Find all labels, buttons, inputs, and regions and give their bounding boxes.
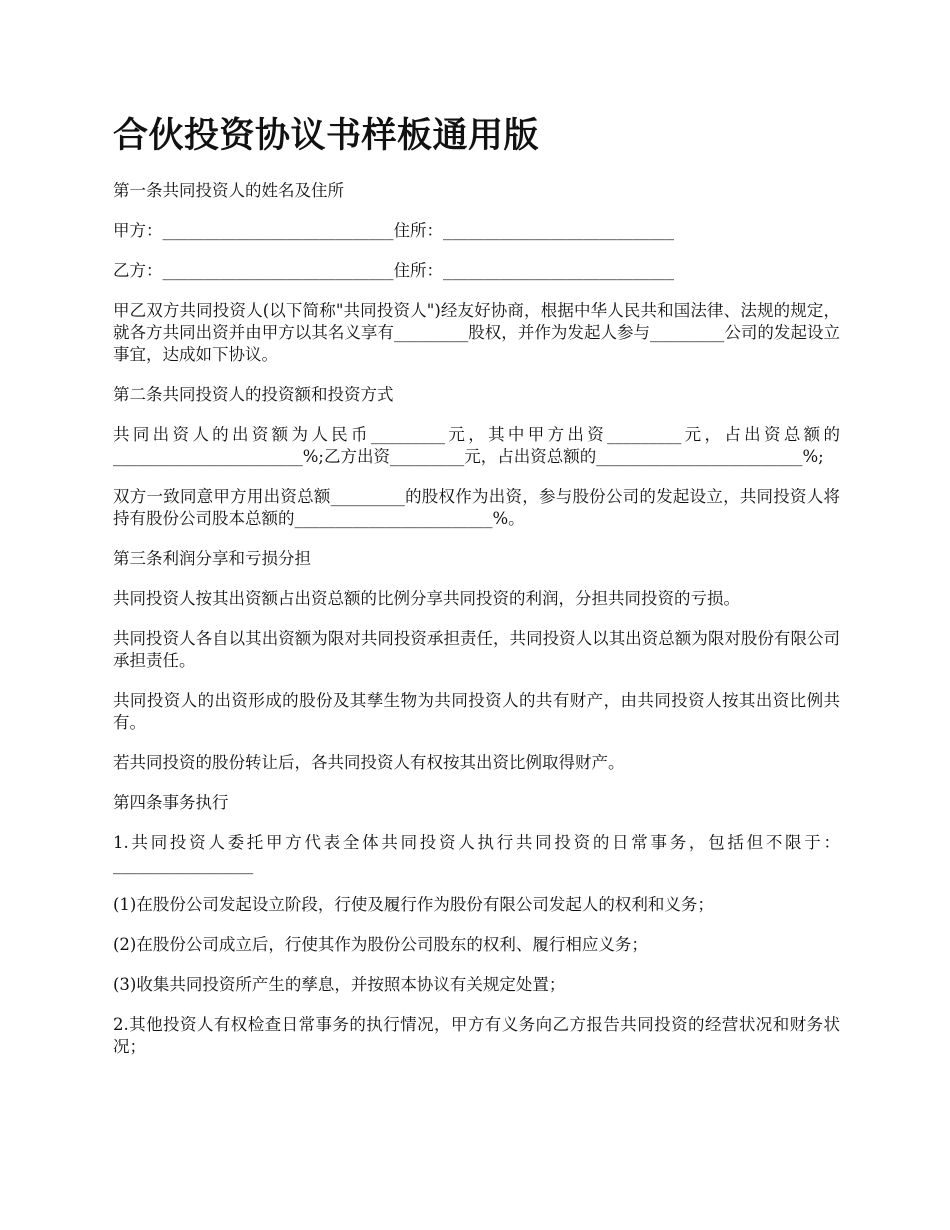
clause-1-item-2: (2)在股份公司成立后，行使其作为股份公司股东的权利、履行相应义务；	[113, 935, 648, 954]
section-heading-3: 第三条利润分享和亏损分担	[113, 549, 311, 568]
profit-paragraph: 共同投资人按其出资额占出资总额的比例分享共同投资的利润，分担共同投资的亏损。	[113, 589, 740, 608]
party-a-line: 甲方：____________________________住所：____________________________	[113, 221, 674, 240]
clause-1: 1.共同投资人委托甲方代表全体共同投资人执行共同投资的日常事务，包括但不限于：_________________	[113, 833, 840, 874]
section-heading-4: 第四条事务执行	[113, 793, 229, 812]
equity-paragraph: 双方一致同意甲方用出资总额_________的股权作为出资，参与股份公司的发起设立，共同投资人将持有股份公司股本总额的________________________%。	[113, 487, 840, 528]
liability-paragraph: 共同投资人各自以其出资额为限对共同投资承担责任，共同投资人以其出资总额为限对股份有限公司承担责任。	[113, 629, 840, 670]
preamble-paragraph: 甲乙双方共同投资人(以下简称"共同投资人")经友好协商，根据中华人民共和国法律、法规的规定，就各方共同出资并由甲方以其名义享有_________股权，并作为发起人参与_________公司的发起设立事宜，达成如下协议。	[113, 301, 840, 364]
contribution-paragraph: 共同出资人的出资额为人民币_________元，其中甲方出资_________元，占出资总额的_______________________%;乙方出资_________元，占出资总额的_________________________%;	[113, 425, 840, 466]
clause-1-item-3: (3)收集共同投资所产生的孳息，并按照本协议有关规定处置；	[113, 975, 566, 994]
document-title: 合伙投资协议书样板通用版	[113, 116, 540, 156]
clause-2: 2.其他投资人有权检查日常事务的执行情况，甲方有义务向乙方报告共同投资的经营状况和财务状况；	[113, 1015, 840, 1056]
joint-property-paragraph: 共同投资人的出资形成的股份及其孳生物为共同投资人的共有财产，由共同投资人按其出资比例共有。	[113, 691, 840, 732]
section-heading-2: 第二条共同投资人的投资额和投资方式	[113, 385, 394, 404]
clause-1-item-1: (1)在股份公司发起设立阶段，行使及履行作为股份有限公司发起人的权利和义务；	[113, 895, 714, 914]
party-b-line: 乙方：____________________________住所：____________________________	[113, 261, 674, 280]
section-heading-1: 第一条共同投资人的姓名及住所	[113, 181, 344, 200]
transfer-paragraph: 若共同投资的股份转让后，各共同投资人有权按其出资比例取得财产。	[113, 753, 625, 772]
